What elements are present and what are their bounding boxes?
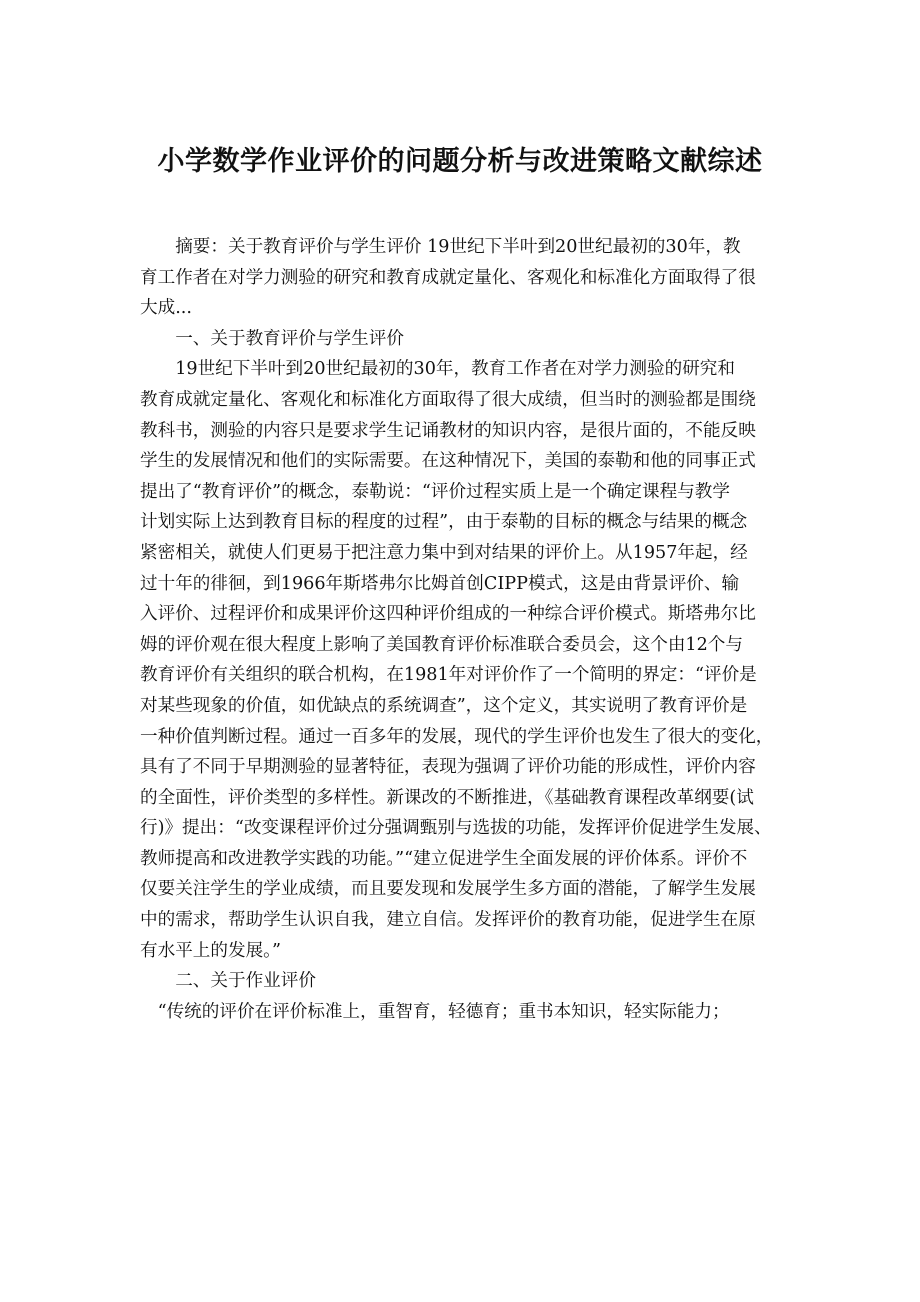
heading-line: 二、关于作业评价 [140, 971, 316, 992]
text-line: 入评价、过程评价和成果评价这四种评价组成的一种综合评价模式。斯塔弗尔比 [140, 604, 756, 625]
text-line: “传统的评价在评价标准上，重智育，轻德育；重书本知识，轻实际能力； [140, 1001, 730, 1022]
section-heading-2 [140, 966, 781, 997]
section-heading-1 [140, 324, 781, 355]
text-line: 紧密相关，就使人们更易于把注意力集中到对结果的评价上。从1957年起，经 [140, 542, 748, 563]
text-line: 对某些现象的价值，如优缺点的系统调查”，这个定义，其实说明了教育评价是 [140, 695, 748, 716]
document-title: 小学数学作业评价的问题分析与改进策略文献综述 [157, 146, 763, 177]
text-line: 计划实际上达到教育目标的程度的过程”，由于泰勒的目标的概念与结果的概念 [140, 512, 748, 533]
text-line: 教育成就定量化、客观化和标准化方面取得了很大成绩，但当时的测验都是围绕 [140, 389, 756, 410]
text-line: 19世纪下半叶到20世纪最初的30年，教育工作者在对学力测验的研究和 [140, 359, 735, 380]
text-line: 教育评价有关组织的联合机构，在1981年对评价作了一个简明的界定：“评价是 [140, 665, 757, 686]
text-line: 过十年的徘徊，到1966年斯塔弗尔比姆首创CIPP模式，这是由背景评价、输 [140, 573, 740, 594]
text-line: 中的需求，帮助学生认识自我，建立自信。发挥评价的教育功能，促进学生在原 [140, 910, 756, 931]
text-line: 行)》提出：“改变课程评价过分强调甄别与选拔的功能，发挥评价促进学生发展、 [140, 818, 772, 839]
text-line: 大成... [140, 298, 192, 319]
text-line: 仅要关注学生的学业成绩，而且要发现和发展学生多方面的潜能，了解学生发展 [140, 879, 756, 900]
body-paragraph-1 [140, 354, 781, 966]
text-line: 教科书，测验的内容只是要求学生记诵教材的知识内容，是很片面的，不能反映 [140, 420, 756, 441]
text-line: 姆的评价观在很大程度上影响了美国教育评价标准联合委员会，这个由12个与 [140, 634, 743, 655]
abstract-paragraph [140, 232, 781, 324]
document-body [140, 232, 781, 1027]
text-line: 教师提高和改进教学实践的功能。”“建立促进学生全面发展的评价体系。评价不 [140, 848, 748, 869]
text-line: 学生的发展情况和他们的实际需要。在这种情况下，美国的泰勒和他的同事正式 [140, 451, 756, 472]
text-line: 提出了“教育评价”的概念，泰勒说：“评价过程实质上是一个确定课程与教学 [140, 481, 730, 502]
text-line: 有水平上的发展。” [140, 940, 281, 961]
text-line: 具有了不同于早期测验的显著特征，表现为强调了评价功能的形成性，评价内容 [140, 757, 756, 778]
body-paragraph-2 [140, 997, 781, 1028]
heading-line: 一、关于教育评价与学生评价 [140, 328, 404, 349]
text-line: 一种价值判断过程。通过一百多年的发展，现代的学生评价也发生了很大的变化， [140, 726, 774, 747]
text-line: 摘要：关于教育评价与学生评价 19世纪下半叶到20世纪最初的30年，教 [140, 237, 741, 257]
text-line: 育工作者在对学力测验的研究和教育成就定量化、客观化和标准化方面取得了很 [140, 267, 756, 288]
text-line: 的全面性，评价类型的多样性。新课改的不断推进，《基础教育课程改革纲要(试 [140, 787, 754, 808]
